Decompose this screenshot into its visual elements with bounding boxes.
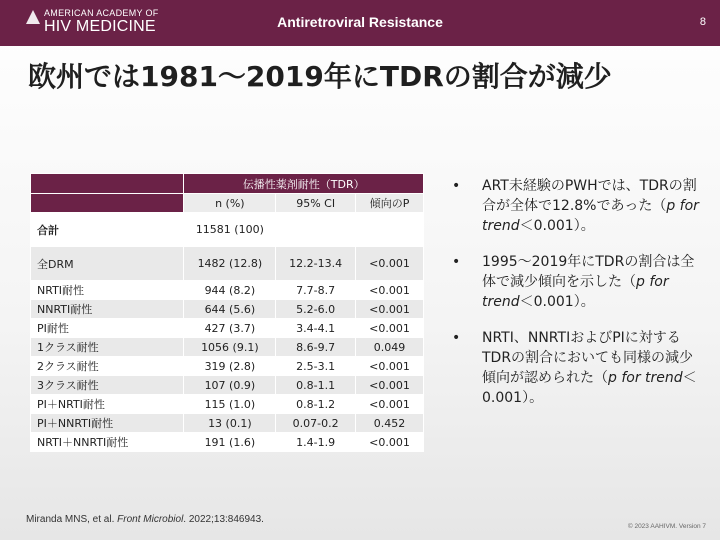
copyright: © 2023 AAHIVM. Version 7 — [627, 523, 706, 530]
row-n: 115 (1.0) — [184, 395, 276, 414]
citation-journal: Front Microbiol — [117, 514, 184, 525]
row-n: 191 (1.6) — [184, 433, 276, 452]
row-ci: 0.07-0.2 — [276, 414, 356, 433]
bullet-item — [448, 176, 704, 236]
table-row — [31, 414, 424, 433]
row-ci: 12.2-13.4 — [276, 247, 356, 281]
bullet-text: NRTI、NNRTIおよびPIに対するTDRの割合においても同様の減少傾向が認められた（ — [482, 330, 694, 386]
row-n: 319 (2.8) — [184, 357, 276, 376]
logo-line2: HIV MEDICINE — [44, 18, 156, 35]
row-label: NRTI耐性 — [31, 281, 184, 300]
bullet-dot-icon: • — [452, 330, 461, 346]
table-row — [31, 213, 424, 247]
tdr-table — [30, 173, 424, 452]
bullet-text: 1995～2019年にTDRの割合は全体で減少傾向を示した（ — [482, 254, 695, 290]
row-n: 944 (8.2) — [184, 281, 276, 300]
page-number: 8 — [699, 16, 706, 28]
row-ci: 2.5-3.1 — [276, 357, 356, 376]
section-title: Antiretroviral Resistance — [277, 14, 443, 30]
column-header-ci: 95% CI — [276, 194, 356, 213]
table-row — [31, 395, 424, 414]
table-row — [31, 247, 424, 281]
table-row — [31, 281, 424, 300]
header-bar — [0, 0, 720, 46]
row-n: 1056 (9.1) — [184, 338, 276, 357]
citation-details: . 2022;13:846943. — [183, 514, 264, 525]
row-ci: 0.8-1.2 — [276, 395, 356, 414]
row-n: 644 (5.6) — [184, 300, 276, 319]
bullet-item — [448, 252, 704, 312]
row-p: 0.049 — [356, 338, 424, 357]
row-label: 全DRM — [31, 247, 184, 281]
row-label: 1クラス耐性 — [31, 338, 184, 357]
row-p: 0.452 — [356, 414, 424, 433]
slide-title: 欧州では1981～2019年にTDRの割合が減少 — [28, 60, 612, 93]
bullet-italic: p for trend — [482, 198, 699, 234]
row-p — [356, 213, 424, 247]
row-ci: 0.8-1.1 — [276, 376, 356, 395]
row-n: 427 (3.7) — [184, 319, 276, 338]
table-row — [31, 338, 424, 357]
row-ci: 3.4-4.1 — [276, 319, 356, 338]
column-header-p: 傾向のP — [356, 194, 424, 213]
table-row — [31, 319, 424, 338]
row-n: 1482 (12.8) — [184, 247, 276, 281]
row-ci: 7.7-8.7 — [276, 281, 356, 300]
table-corner-sub — [31, 194, 184, 213]
row-p: <0.001 — [356, 247, 424, 281]
row-label: 合計 — [31, 213, 184, 247]
bullet-item — [448, 328, 704, 408]
citation-authors: Miranda MNS, et al. — [26, 514, 118, 525]
bullet-dot-icon: • — [452, 178, 461, 194]
row-n: 11581 (100) — [184, 213, 276, 247]
row-p: <0.001 — [356, 300, 424, 319]
bullet-text-end: ＜0.001）。 — [519, 294, 595, 310]
row-p: <0.001 — [356, 357, 424, 376]
table-row — [31, 357, 424, 376]
citation — [26, 514, 264, 525]
table-group-header: 伝播性薬剤耐性（TDR） — [184, 174, 424, 194]
bullet-italic: p for trend — [608, 370, 683, 386]
row-label: PI＋NRTI耐性 — [31, 395, 184, 414]
row-label: 2クラス耐性 — [31, 357, 184, 376]
bullet-italic: p for trend — [482, 274, 669, 310]
row-p: <0.001 — [356, 433, 424, 452]
row-label: 3クラス耐性 — [31, 376, 184, 395]
table-row — [31, 300, 424, 319]
bullet-list — [448, 176, 704, 424]
row-p: <0.001 — [356, 395, 424, 414]
row-label: NNRTI耐性 — [31, 300, 184, 319]
row-ci: 8.6-9.7 — [276, 338, 356, 357]
table-row — [31, 376, 424, 395]
row-ci: 1.4-1.9 — [276, 433, 356, 452]
row-label: NRTI＋NNRTI耐性 — [31, 433, 184, 452]
row-p: <0.001 — [356, 376, 424, 395]
bullet-dot-icon: • — [452, 254, 461, 270]
table-row — [31, 433, 424, 452]
row-ci — [276, 213, 356, 247]
row-n: 13 (0.1) — [184, 414, 276, 433]
table-corner — [31, 174, 184, 194]
column-header-n: n (%) — [184, 194, 276, 213]
row-n: 107 (0.9) — [184, 376, 276, 395]
row-label: PI＋NNRTI耐性 — [31, 414, 184, 433]
row-p: <0.001 — [356, 281, 424, 300]
bullet-text-end: ＜0.001）。 — [519, 218, 595, 234]
logo-line1: AMERICAN ACADEMY OF — [44, 8, 159, 18]
row-p: <0.001 — [356, 319, 424, 338]
row-label: PI耐性 — [31, 319, 184, 338]
row-ci: 5.2-6.0 — [276, 300, 356, 319]
bullet-text-end: ＜0.001）。 — [482, 370, 697, 406]
bullet-text: ART未経験のPWHでは、TDRの割合が全体で12.8%であった（ — [482, 178, 697, 214]
